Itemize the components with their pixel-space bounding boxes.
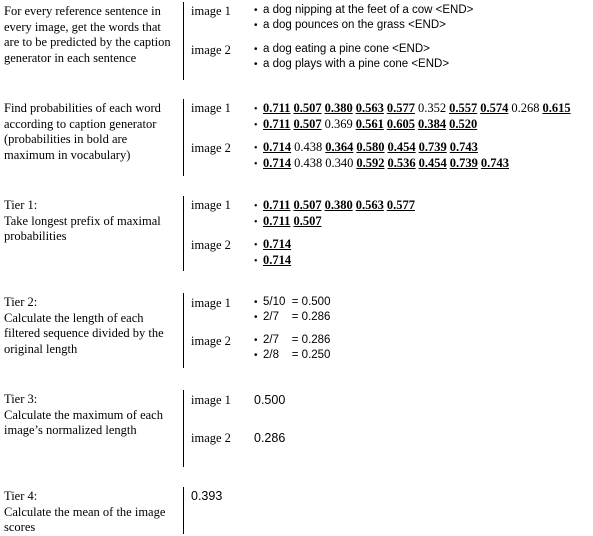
- image-label: image 1: [191, 393, 231, 407]
- max-probability: 0.714: [263, 140, 292, 154]
- max-probability: 0.364: [325, 140, 354, 154]
- image-label: image 2: [191, 431, 231, 445]
- image-label: image 1: [191, 101, 231, 115]
- prob-row: • 0.711 0.507 0.380 0.563 0.577 0.352 0.557 0.574 0.268 0.615: [254, 101, 571, 115]
- max-probability: 0.454: [387, 140, 416, 154]
- mean-score: 0.393: [191, 489, 223, 503]
- max-probability: 0.739: [449, 156, 478, 170]
- max-probability: 0.536: [387, 156, 416, 170]
- list-item: • 5/10 = 0.500: [254, 296, 331, 308]
- max-probability: 0.711: [263, 117, 291, 131]
- max-probability: 0.563: [355, 198, 384, 212]
- tier-description: Tier 2: Calculate the length of each filtered sequence divided by the original length: [4, 295, 164, 356]
- probability: 0.352: [417, 101, 447, 115]
- tier-description: Tier 4: Calculate the mean of the image scores: [4, 489, 166, 535]
- max-probability: 0.592: [356, 156, 385, 170]
- max-probability: 0.577: [386, 101, 415, 115]
- max-probability: 0.711: [263, 214, 291, 228]
- list-item: • 2/7 = 0.286: [254, 334, 331, 346]
- max-probability: 0.380: [324, 198, 353, 212]
- probability: 0.340: [325, 156, 354, 170]
- prob-row: • 0.711 0.507 0.369 0.561 0.605 0.384 0.520: [254, 117, 478, 131]
- max-probability: 0.563: [355, 101, 384, 115]
- max-probability: 0.557: [449, 101, 478, 115]
- list-item: • 2/7 = 0.286: [254, 311, 331, 323]
- max-probability: 0.384: [417, 117, 447, 131]
- probability: 0.438: [294, 156, 323, 170]
- max-probability: 0.454: [418, 156, 447, 170]
- max-probability: 0.615: [542, 101, 571, 115]
- probability: 0.369: [324, 117, 353, 131]
- max-probability: 0.739: [418, 140, 447, 154]
- prob-row: • 0.711 0.507 0.380 0.563 0.577: [254, 198, 415, 212]
- max-probability: 0.507: [293, 214, 322, 228]
- tier-description: Tier 1: Take longest prefix of maximal probabilities: [4, 198, 161, 244]
- max-probability: 0.507: [293, 117, 322, 131]
- max-probability: 0.507: [293, 101, 322, 115]
- separator-line: [183, 293, 184, 368]
- tier-description: Tier 3: Calculate the maximum of each image’s normalized length: [4, 392, 163, 438]
- image-label: image 1: [191, 198, 231, 212]
- list-item: • a dog pounces on the grass <END>: [254, 19, 446, 31]
- image-label: image 2: [191, 334, 231, 348]
- prob-row: • 0.714: [254, 237, 292, 251]
- max-probability: 0.714: [263, 156, 292, 170]
- step-description: For every reference sentence in every image, get the words that are to be predicted by the caption generator in each sentence: [4, 4, 171, 65]
- image-score: 0.500: [254, 393, 286, 407]
- separator-line: [183, 2, 184, 80]
- list-item: • a dog eating a pine cone <END>: [254, 43, 430, 55]
- max-probability: 0.380: [324, 101, 353, 115]
- image-label: image 2: [191, 238, 231, 252]
- list-item: • 2/8 = 0.250: [254, 349, 331, 361]
- max-probability: 0.714: [263, 237, 292, 251]
- prob-row: • 0.714: [254, 253, 292, 267]
- max-probability: 0.507: [293, 198, 322, 212]
- max-probability: 0.711: [263, 101, 291, 115]
- step-description: Find probabilities of each word according to caption generator (probabilities in bold are maximum in vocabulary): [4, 101, 161, 162]
- image-label: image 2: [191, 141, 231, 155]
- list-item: • a dog plays with a pine cone <END>: [254, 58, 450, 70]
- max-probability: 0.605: [386, 117, 415, 131]
- separator-line: [183, 99, 184, 176]
- max-probability: 0.743: [449, 140, 478, 154]
- max-probability: 0.711: [263, 198, 291, 212]
- image-score: 0.286: [254, 431, 286, 445]
- max-probability: 0.574: [480, 101, 509, 115]
- list-item: • a dog nipping at the feet of a cow <END>: [254, 4, 474, 16]
- image-label: image 1: [191, 4, 231, 18]
- probability: 0.438: [294, 140, 323, 154]
- max-probability: 0.580: [356, 140, 385, 154]
- max-probability: 0.520: [449, 117, 478, 131]
- prob-row: • 0.714 0.438 0.340 0.592 0.536 0.454 0.739 0.743: [254, 156, 509, 170]
- max-probability: 0.714: [263, 253, 292, 267]
- separator-line: [183, 487, 184, 534]
- prob-row: • 0.711 0.507: [254, 214, 322, 228]
- probability: 0.268: [511, 101, 540, 115]
- prob-row: • 0.714 0.438 0.364 0.580 0.454 0.739 0.743: [254, 140, 478, 154]
- separator-line: [183, 196, 184, 271]
- max-probability: 0.561: [355, 117, 384, 131]
- separator-line: [183, 390, 184, 467]
- max-probability: 0.743: [480, 156, 509, 170]
- max-probability: 0.577: [386, 198, 415, 212]
- image-label: image 1: [191, 296, 231, 310]
- image-label: image 2: [191, 43, 231, 57]
